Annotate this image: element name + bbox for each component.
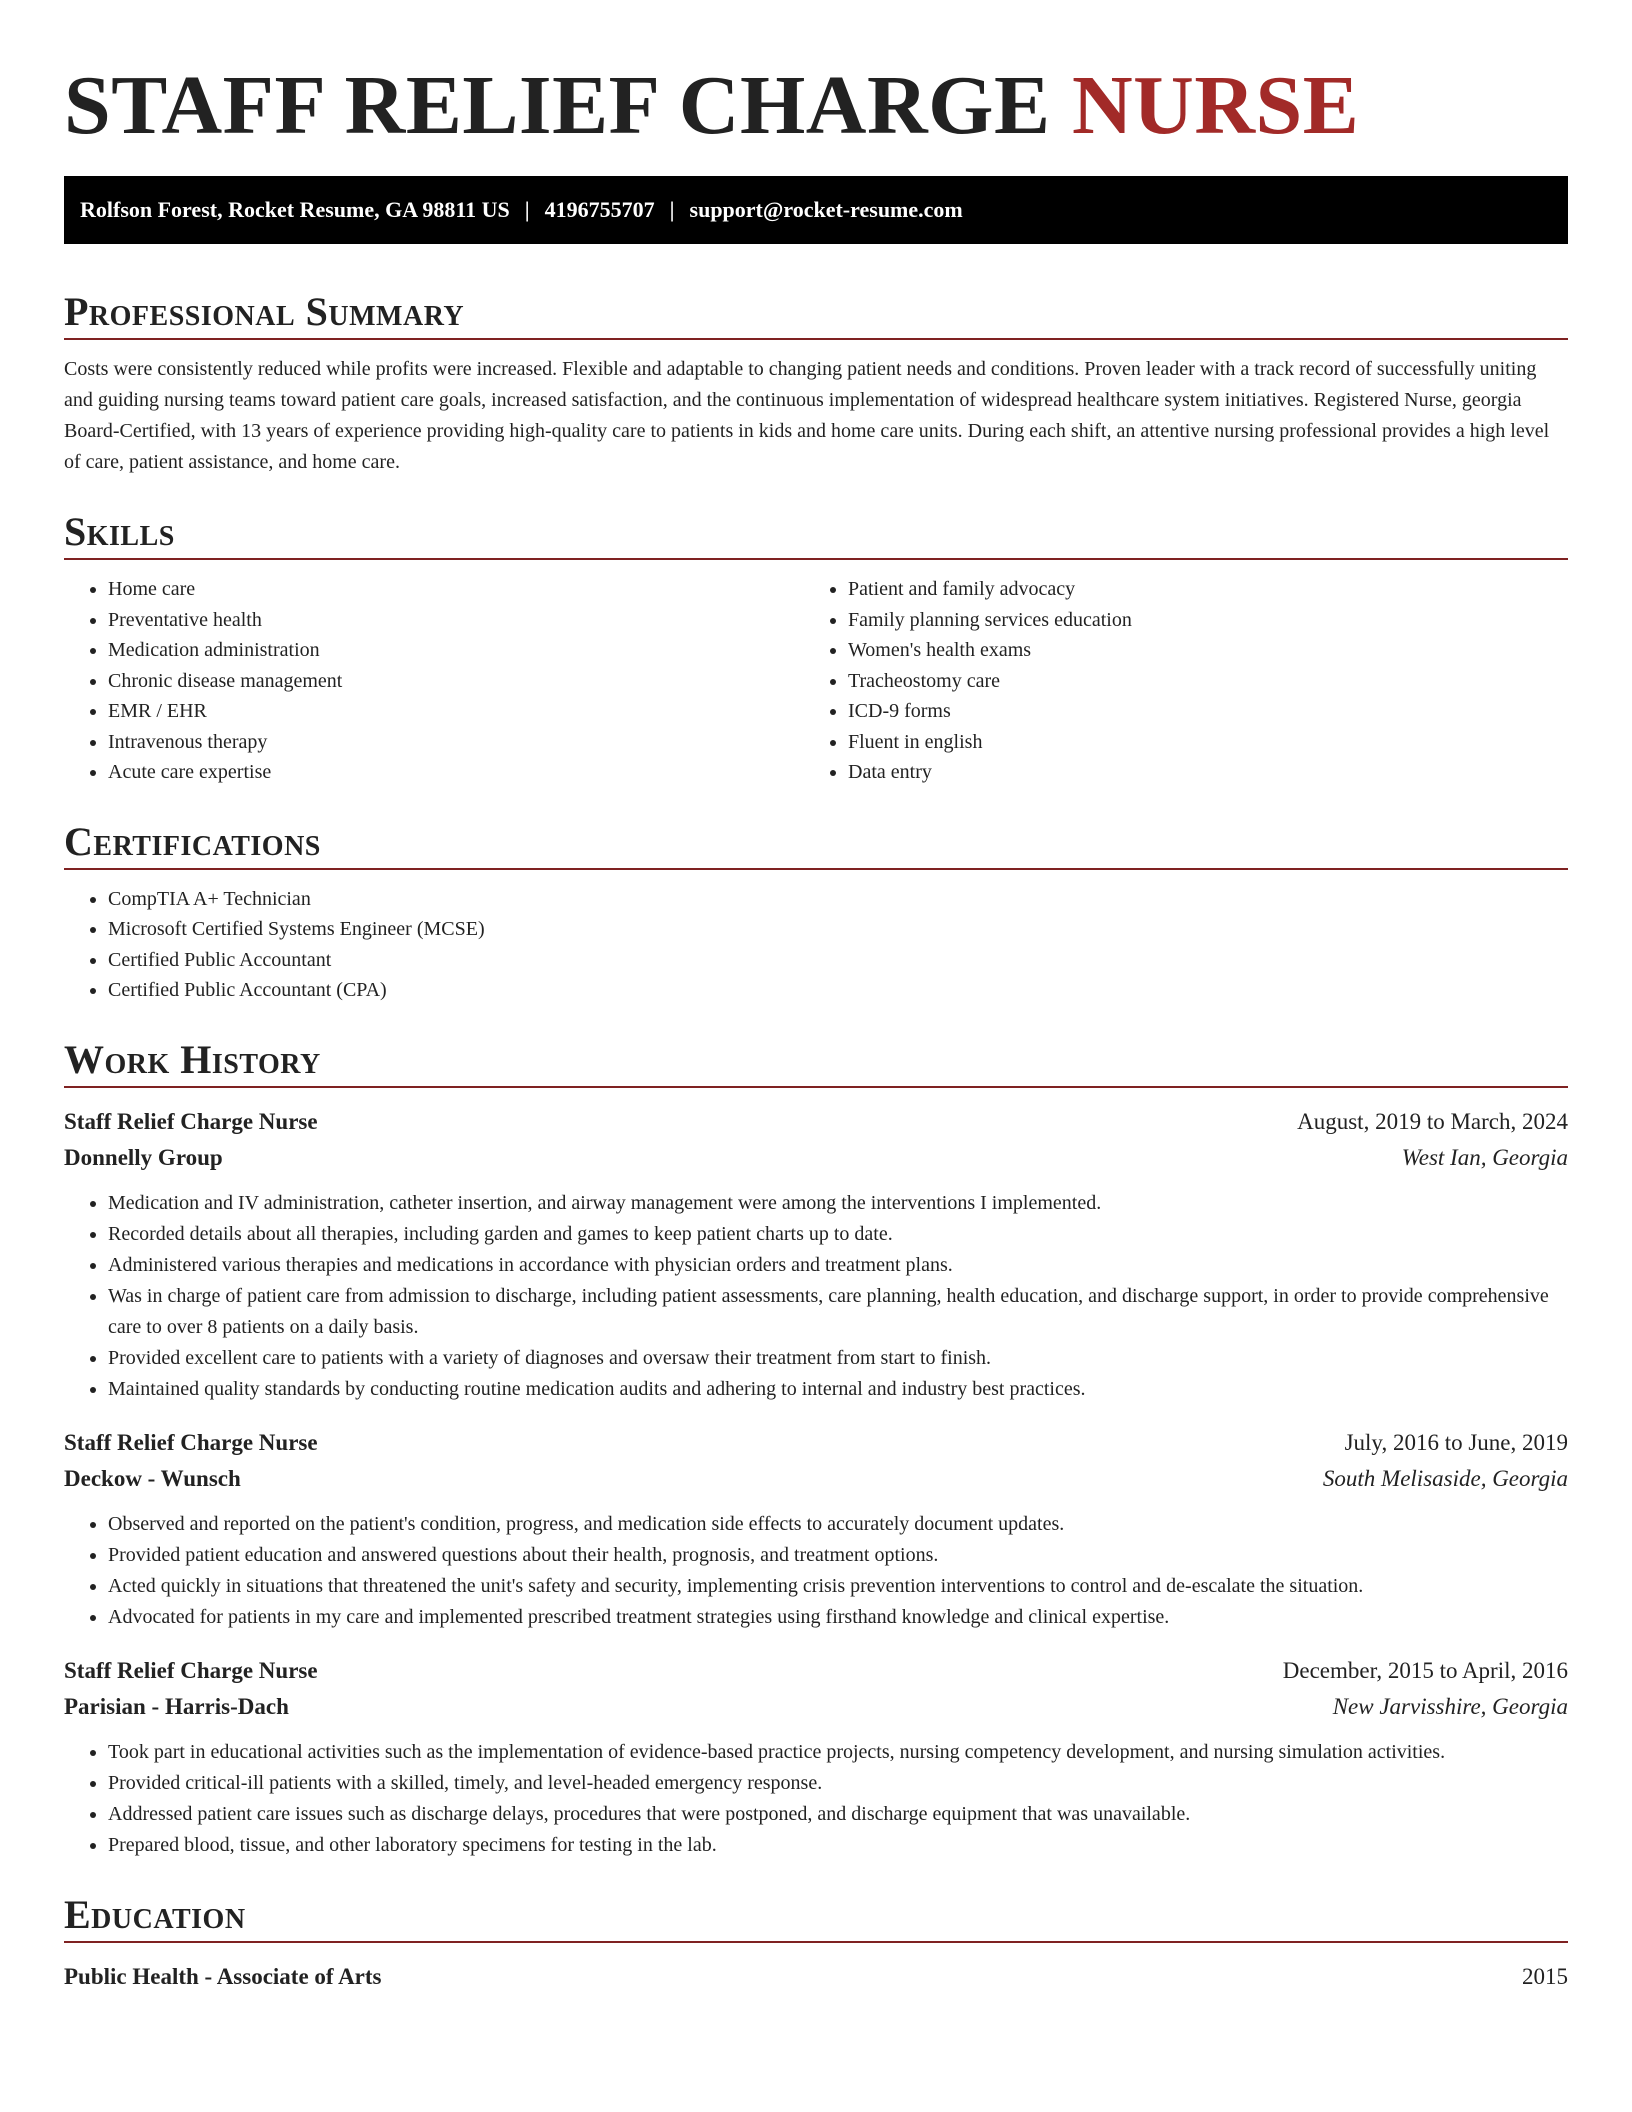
section-divider bbox=[64, 868, 1568, 870]
job-location: New Jarvisshire, Georgia bbox=[1332, 1693, 1568, 1719]
section-divider bbox=[64, 338, 1568, 340]
job-dates: December, 2015 to April, 2016 bbox=[1282, 1657, 1568, 1683]
contact-bar bbox=[64, 176, 1568, 244]
skill-item: • Fluent in english bbox=[848, 727, 1544, 758]
job-duty: • Recorded details about all therapies, including garden and games to keep patient charts up to date. bbox=[108, 1219, 1568, 1250]
section-divider bbox=[64, 558, 1568, 560]
contact-email[interactable]: support@rocket-resume.com bbox=[689, 197, 963, 222]
job-duty: • Provided excellent care to patients with a variety of diagnoses and oversaw their treatment from start to finish. bbox=[108, 1343, 1568, 1374]
skill-item: • Women's health exams bbox=[848, 635, 1544, 666]
job-company-row bbox=[64, 1689, 1568, 1725]
resume-title bbox=[64, 0, 1568, 156]
skill-item: • Patient and family advocacy bbox=[848, 574, 1544, 605]
summary-text: Costs were consistently reduced while profits were increased. Flexible and adaptable to changing patient needs and conditions. Proven leader with a track record of successfully uniting and guiding nursing teams toward patient care goals, increased satisfaction, and the continuous implementation of widespread healthcare system initiatives. Registered Nurse, georgia Board-Certified, with 13 years of experience providing high-quality care to patients in kids and home care units. During each shift, an attentive nursing professional provides a high level of care, patient assistance, and home care. bbox=[64, 358, 1550, 473]
job-dates: July, 2016 to June, 2019 bbox=[1344, 1429, 1568, 1455]
education-degree: Public Health - Associate of Arts bbox=[64, 1963, 382, 1989]
job-dates: August, 2019 to March, 2024 bbox=[1297, 1108, 1568, 1134]
job-duty: • Medication and IV administration, catheter insertion, and airway management were among the interventions I implemented. bbox=[108, 1188, 1568, 1219]
job-location: South Melisaside, Georgia bbox=[1322, 1465, 1568, 1491]
certifications-list bbox=[64, 884, 1568, 1006]
skill-item: • Chronic disease management bbox=[108, 666, 804, 697]
job-company: Deckow - Wunsch bbox=[64, 1465, 241, 1491]
job-duty: • Provided patient education and answered questions about their health, prognosis, and treatment options. bbox=[108, 1540, 1568, 1571]
job-duty: • Was in charge of patient care from admission to discharge, including patient assessments, care planning, health education, and discharge support, in order to provide comprehensive care to over 8 patients on a daily basis. bbox=[108, 1281, 1568, 1343]
job-duty: • Addressed patient care issues such as discharge delays, procedures that were postponed, and discharge equipment that was unavailable. bbox=[108, 1799, 1568, 1830]
contact-phone: 4196755707 bbox=[544, 197, 655, 222]
job-duty: • Maintained quality standards by conducting routine medication audits and adhering to internal and industry best practices. bbox=[108, 1374, 1568, 1405]
skill-item: • Tracheostomy care bbox=[848, 666, 1544, 697]
job-duty: • Provided critical-ill patients with a skilled, timely, and level-headed emergency response. bbox=[108, 1768, 1568, 1799]
job-entry bbox=[64, 1653, 1568, 1861]
work-history-heading: Work History bbox=[64, 1036, 321, 1082]
job-location: West Ian, Georgia bbox=[1401, 1144, 1568, 1170]
job-entry bbox=[64, 1425, 1568, 1633]
contact-separator: | bbox=[669, 197, 675, 222]
job-company-row bbox=[64, 1140, 1568, 1176]
education-year: 2015 bbox=[1522, 1963, 1568, 1989]
job-title: Staff Relief Charge Nurse bbox=[64, 1108, 318, 1134]
title-main: STAFF RELIEF CHARGE bbox=[64, 59, 1051, 152]
job-duties-list bbox=[64, 1188, 1568, 1405]
job-entry bbox=[64, 1104, 1568, 1405]
section-divider bbox=[64, 1941, 1568, 1943]
resume-page bbox=[64, 0, 1568, 1995]
job-duty: • Prepared blood, tissue, and other laboratory specimens for testing in the lab. bbox=[108, 1830, 1568, 1861]
job-duty: • Advocated for patients in my care and implemented prescribed treatment strategies using firsthand knowledge and clinical expertise. bbox=[108, 1602, 1568, 1633]
job-duty: • Administered various therapies and medications in accordance with physician orders and treatment plans. bbox=[108, 1250, 1568, 1281]
certification-item: • Certified Public Accountant (CPA) bbox=[108, 975, 1568, 1006]
certification-item: • Certified Public Accountant bbox=[108, 945, 1568, 976]
job-title: Staff Relief Charge Nurse bbox=[64, 1429, 318, 1455]
job-company: Donnelly Group bbox=[64, 1144, 223, 1170]
section-divider bbox=[64, 1086, 1568, 1088]
education-row bbox=[64, 1959, 1568, 1995]
skill-item: • ICD-9 forms bbox=[848, 696, 1544, 727]
job-duties-list bbox=[64, 1509, 1568, 1633]
job-duty: • Took part in educational activities such as the implementation of evidence-based practice projects, nursing competency development, and nursing simulation activities. bbox=[108, 1737, 1568, 1768]
contact-separator: | bbox=[524, 197, 530, 222]
skills-list-left bbox=[64, 574, 804, 788]
job-duties-list bbox=[64, 1737, 1568, 1861]
skill-item: • Preventative health bbox=[108, 605, 804, 636]
education-heading: Education bbox=[64, 1891, 246, 1937]
skill-item: • Data entry bbox=[848, 757, 1544, 788]
skill-item: • Intravenous therapy bbox=[108, 727, 804, 758]
job-duty: • Acted quickly in situations that threatened the unit's safety and security, implementing crisis prevention interventions to control and de-escalate the situation. bbox=[108, 1571, 1568, 1602]
job-duty: • Observed and reported on the patient's condition, progress, and medication side effects to accurately document updates. bbox=[108, 1509, 1568, 1540]
skill-item: • Family planning services education bbox=[848, 605, 1544, 636]
contact-address: Rolfson Forest, Rocket Resume, GA 98811 US bbox=[80, 197, 510, 222]
job-title: Staff Relief Charge Nurse bbox=[64, 1657, 318, 1683]
job-header-row bbox=[64, 1104, 1568, 1140]
title-accent: NURSE bbox=[1072, 59, 1360, 152]
job-header-row bbox=[64, 1653, 1568, 1689]
job-header-row bbox=[64, 1425, 1568, 1461]
skills-columns bbox=[64, 574, 1568, 788]
skill-item: • EMR / EHR bbox=[108, 696, 804, 727]
skills-heading: Skills bbox=[64, 509, 175, 554]
skill-item: • Home care bbox=[108, 574, 804, 605]
certification-item: • Microsoft Certified Systems Engineer (MCSE) bbox=[108, 914, 1568, 945]
skill-item: • Medication administration bbox=[108, 635, 804, 666]
job-company-row bbox=[64, 1461, 1568, 1497]
skill-item: • Acute care expertise bbox=[108, 757, 804, 788]
job-company: Parisian - Harris-Dach bbox=[64, 1693, 289, 1719]
summary-heading: Professional Summary bbox=[64, 289, 465, 334]
skills-list-right bbox=[804, 574, 1544, 788]
certification-item: • CompTIA A+ Technician bbox=[108, 884, 1568, 915]
certifications-heading: Certifications bbox=[64, 818, 321, 864]
